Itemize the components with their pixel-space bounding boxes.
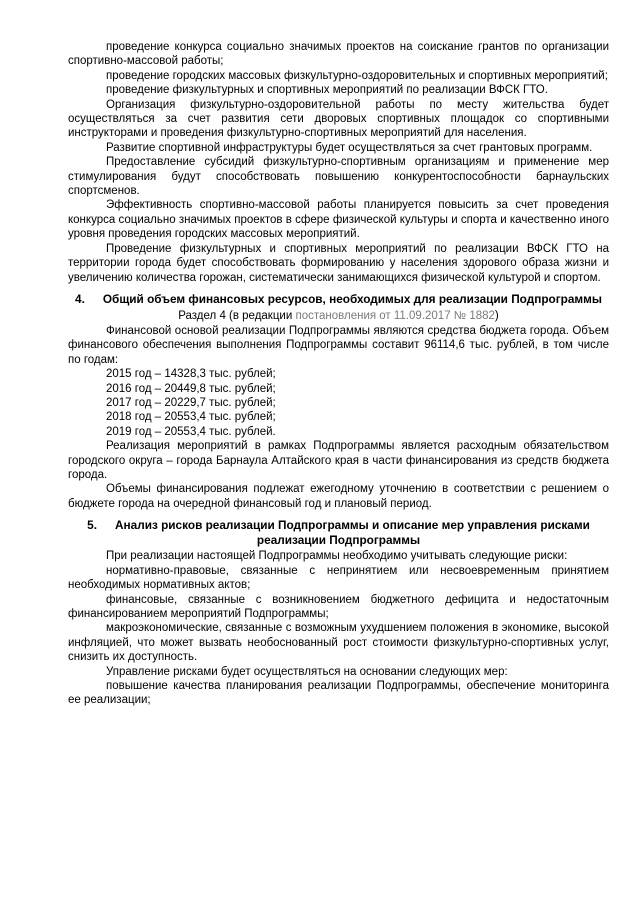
redaction-suffix: ) [494,309,499,322]
section-4-adjustment: Объемы финансирования подлежат ежегодному уточнению в соответствии с решением о бюджете города на очередной финансовый год и плановый период. [68,483,609,510]
risk-management-intro: Управление рисками будет осуществляться на основании следующих мер: [106,665,508,678]
risk-macroeconomic: макроэкономические, связанные с возможным ухудшением положения в экономике, высокой инфляцией, что может вызвать необоснованный рост стоимости физкультурно-спортивных услуг, снизить их доступность. [68,622,609,664]
year-line-2019: 2019 год – 20553,4 тыс. рублей. [106,425,276,438]
section-4-title: Общий объем финансовых ресурсов, необходимых для реализации Подпрограммы [102,291,602,306]
redaction-link[interactable]: постановления от 11.09.2017 № 1882 [295,309,495,322]
section-4-intro: Финансовой основой реализации Подпрограммы являются средства бюджета города. Объем финансового обеспечения выполнения Подпрограммы составит 96114,6 тыс. рублей, в том числе по годам: [68,324,609,366]
paragraph-gto-impact: Проведение физкультурных и спортивных мероприятий по реализации ВФСК ГТО на территории города будет способствовать формированию у населения здорового образа жизни и увеличению количества горожан, систематически занимающихся физической культурой и спортом. [68,242,609,284]
list-item-gto-events: проведение физкультурных и спортивных мероприятий по реализации ВФСК ГТО. [106,84,548,97]
risk-legal: нормативно-правовые, связанные с непринятием или несвоевременным принятием необходимых нормативных актов; [68,564,609,592]
section-4-redaction-note [68,309,609,323]
section-4-heading [68,292,609,307]
list-item-city-events: проведение городских массовых физкультурно-оздоровительных и спортивных мероприятий; [106,69,608,82]
redaction-prefix: Раздел 4 (в редакции [178,309,296,322]
section-4-number: 4. [75,291,85,306]
paragraph-efficiency: Эффективность спортивно-массовой работы планируется повысить за счет проведения конкурса социально значимых проектов в сфере физической культуры и спорта и качественно иного уровня проведения городских массовых мероприятий. [68,199,609,241]
paragraph-infrastructure: Развитие спортивной инфраструктуры будет осуществляться за счет грантовых программ. [106,141,593,154]
list-item-grants: проведение конкурса социально значимых проектов на соискание грантов по организации спортивно-массовой работы; [68,41,609,68]
year-line-2015: 2015 год – 14328,3 тыс. рублей; [106,368,276,381]
year-line-2018: 2018 год – 20553,4 тыс. рублей; [106,411,276,424]
section-5-heading [68,518,609,547]
section-5-number: 5. [87,518,97,533]
section-4-obligation: Реализация мероприятий в рамках Подпрограммы является расходным обязательством городского округа – города Барнаула Алтайского края в части финансирования из средств бюджета города. [68,440,609,481]
paragraph-residence-work: Организация физкультурно-оздоровительной работы по месту жительства будет осуществляться за счет развития сети дворовых спортивных площадок со спортивными инструкторами и проведения физкультурно-спортивных мероприятий для населения. [68,98,609,140]
paragraph-subsidies: Предоставление субсидий физкультурно-спортивным организациям и применение мер стимулирования будут способствовать повышению конкурентоспособности барнаульских спортсменов. [68,156,609,198]
risk-financial: финансовые, связанные с возникновением бюджетного дефицита и недостаточным финансированием мероприятий Подпрограммы; [68,593,609,620]
risk-measure-planning: повышение качества планирования реализации Подпрограммы, обеспечение мониторинга ее реализации; [68,680,609,707]
section-5-title: Анализ рисков реализации Подпрограммы и описание мер управления рисками реализации Подпрограммы [115,518,590,547]
year-line-2016: 2016 год – 20449,8 тыс. рублей; [106,382,276,395]
section-5-intro: При реализации настоящей Подпрограммы необходимо учитывать следующие риски: [106,550,568,563]
year-line-2017: 2017 год – 20229,7 тыс. рублей; [106,396,276,409]
